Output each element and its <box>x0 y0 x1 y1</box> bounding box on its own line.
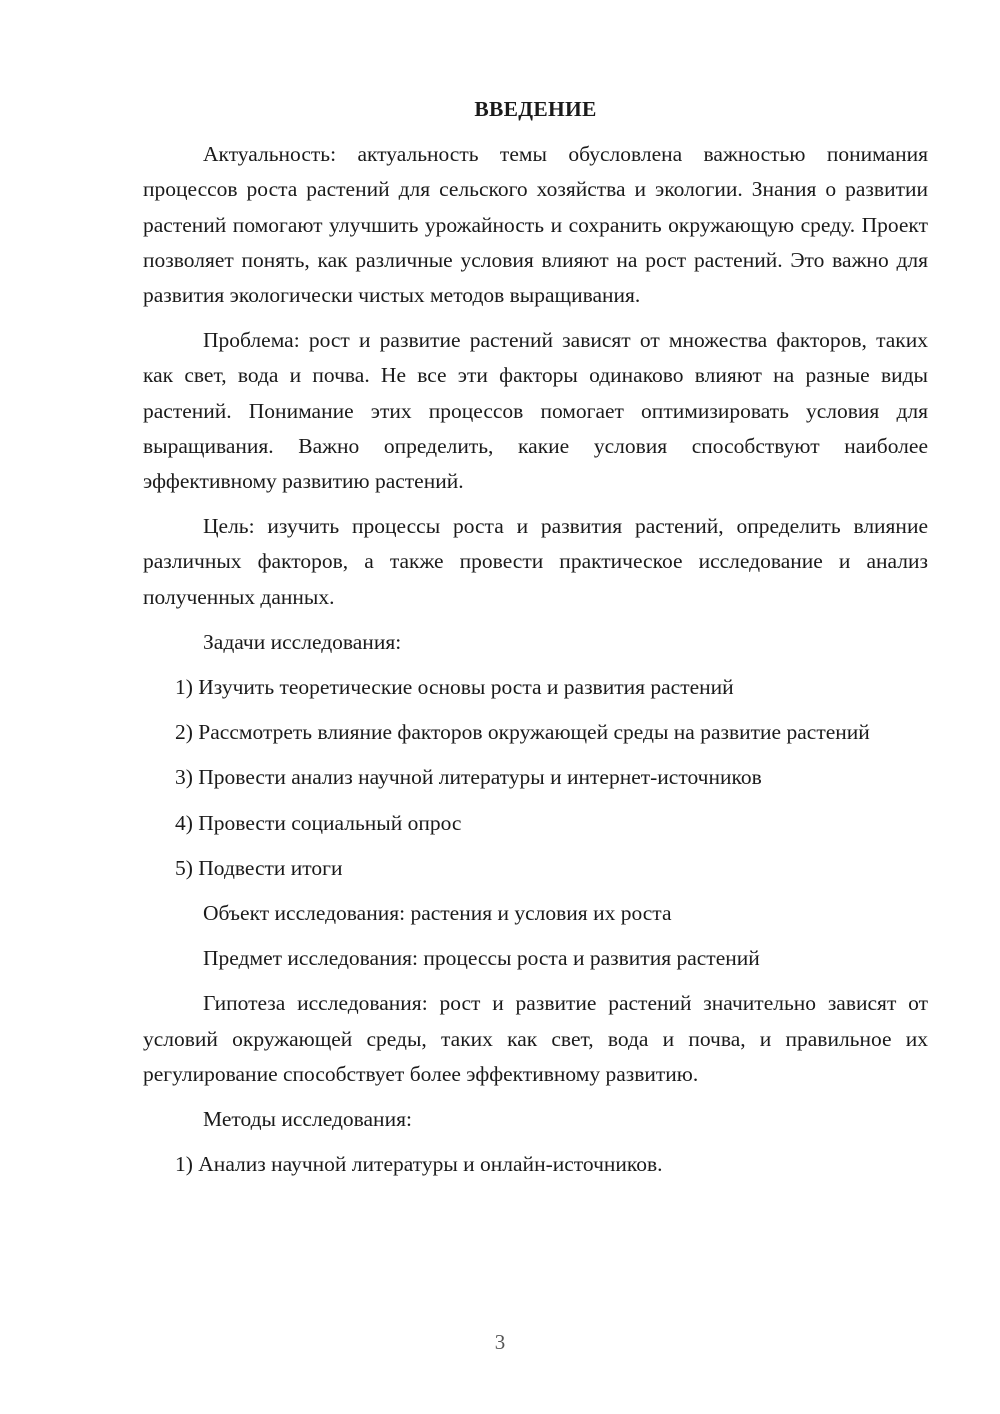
goal-paragraph: Цель: изучить процессы роста и развития растений, определить влияние различных факторов, а также провести практическое исследование и анализ полученных данных. <box>143 514 928 609</box>
methods-heading: Методы исследования: <box>203 1107 412 1132</box>
task-item-5: 5) Подвести итоги <box>175 855 343 880</box>
method-item-1: 1) Анализ научной литературы и онлайн-источников. <box>175 1152 663 1177</box>
page-number: 3 <box>494 1330 506 1354</box>
task-item-1: 1) Изучить теоретические основы роста и развития растений <box>175 675 734 700</box>
section-title: ВВЕДЕНИЕ <box>474 97 597 121</box>
task-item-2: 2) Рассмотреть влияние факторов окружающей среды на развитие растений <box>175 720 870 745</box>
problem-paragraph: Проблема: рост и развитие растений зависят от множества факторов, таких как свет, вода и почва. Не все эти факторы одинаково влияют на разные виды растений. Понимание этих процессов помогает оптимизировать условия для выращивания. Важно определить, какие условия способствуют наиболее эффективному развитию растений. <box>143 328 928 494</box>
object-paragraph: Объект исследования: растения и условия их роста <box>203 901 672 926</box>
subject-paragraph: Предмет исследования: процессы роста и развития растений <box>203 946 760 971</box>
tasks-heading: Задачи исследования: <box>203 629 402 654</box>
document-page <box>143 92 928 1192</box>
relevance-paragraph: Актуальность: актуальность темы обусловлена важностью понимания процессов роста растений для сельского хозяйства и экологии. Знания о развитии растений помогают улучшить урожайность и сохранить окружающую среду. Проект позволяет понять, как различные условия влияют на рост растений. Это важно для развития экологически чистых методов выращивания. <box>143 142 928 308</box>
hypothesis-paragraph: Гипотеза исследования: рост и развитие растений значительно зависят от условий окружающей среды, таких как свет, вода и почва, и правильное их регулирование способствует более эффективному развитию. <box>143 991 928 1086</box>
task-item-3: 3) Провести анализ научной литературы и интернет-источников <box>175 765 762 790</box>
task-item-4: 4) Провести социальный опрос <box>175 810 462 835</box>
